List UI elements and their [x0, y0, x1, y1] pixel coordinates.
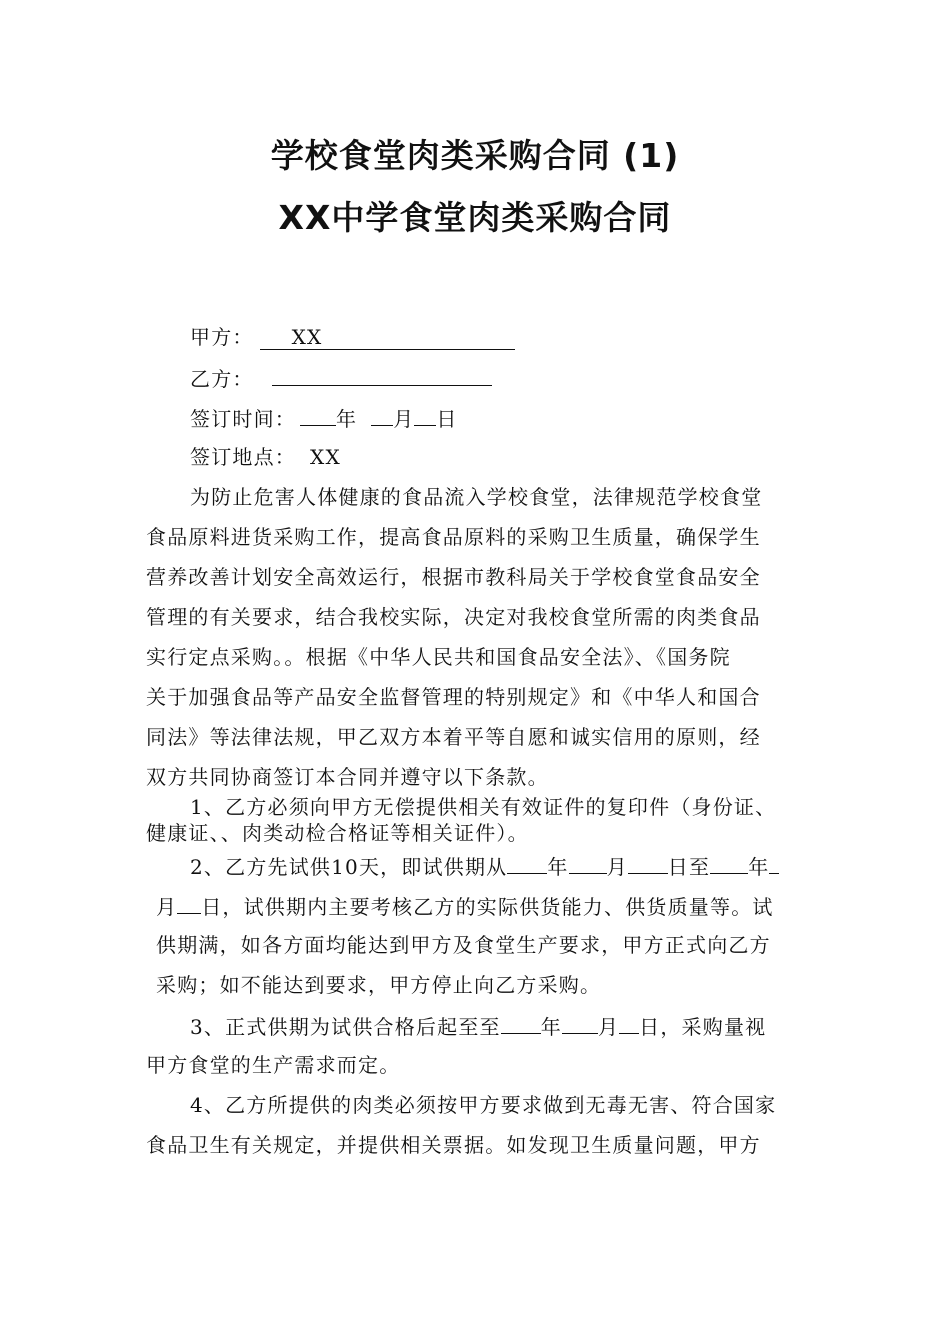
trial-start-day-blank: [628, 853, 668, 874]
intro-line: 双方共同协商签订本合同并遵守以下条款。: [146, 765, 549, 789]
clause-3-text: 3、正式供期为试供合格后起至至: [190, 1015, 501, 1039]
trial-start-month-blank: [569, 853, 607, 874]
intro-line: 实行定点采购。。根据《中华人民共和国食品安全法》、《国务院: [146, 645, 731, 669]
trial-end-year-blank: [710, 853, 748, 874]
party-a-line: [190, 325, 515, 350]
sign-place-value: XX: [310, 445, 341, 469]
month-unit: 月: [597, 1015, 620, 1039]
sign-place-line: [190, 445, 341, 469]
clause-3-line: 甲方食堂的生产需求而定。: [146, 1053, 401, 1077]
intro-line: 营养改善计划安全高效运行，根据市教科局关于学校食堂食品安全: [146, 565, 761, 589]
clause-2-text: 至: [688, 855, 711, 879]
clause-4-line: 4、乙方所提供的肉类必须按甲方要求做到无毒无害、符合国家: [190, 1093, 777, 1117]
year-unit: 年: [547, 855, 569, 879]
sign-day-unit: 日: [436, 407, 458, 431]
year-unit: 年: [540, 1015, 562, 1039]
month-unit: 月: [156, 895, 178, 919]
trial-end-day-blank: [177, 893, 201, 914]
sign-month-blank: [371, 405, 393, 426]
clause-3-text: ，采购量视: [660, 1015, 767, 1039]
clause-2-line: 采购；如不能达到要求，甲方停止向乙方采购。: [156, 973, 602, 997]
party-b-line: [190, 365, 492, 391]
intro-line: 管理的有关要求，结合我校实际，决定对我校食堂所需的肉类食品: [146, 605, 761, 629]
trial-end-blank: [769, 853, 779, 874]
trial-start-year-blank: [507, 853, 547, 874]
party-a-value: XX: [260, 325, 515, 350]
sign-time-line: [190, 405, 458, 431]
document-title: 学校食堂肉类采购合同 (1): [270, 136, 680, 175]
intro-line: 为防止危害人体健康的食品流入学校食堂，法律规范学校食堂: [190, 485, 763, 509]
clause-2-line: [156, 893, 774, 919]
intro-line: 同法》等法律法规，甲乙双方本着平等自愿和诚实信用的原则，经: [146, 725, 761, 749]
formal-end-day-blank: [619, 1013, 639, 1034]
day-unit: 日: [667, 855, 689, 879]
formal-end-year-blank: [501, 1013, 541, 1034]
clause-3-line: [190, 1013, 766, 1039]
intro-line: 关于加强食品等产品安全监督管理的特别规定》和《中华人和国合: [146, 685, 761, 709]
clause-4-line: 食品卫生有关规定，并提供相关票据。如发现卫生质量问题，甲方: [146, 1133, 761, 1157]
day-unit: 日: [639, 1015, 661, 1039]
clause-2-text: ，试供期内主要考核乙方的实际供货能力、供货质量等。试: [222, 895, 774, 919]
sign-place-label: 签订地点：: [190, 445, 296, 469]
clause-1-line: 健康证、、肉类动检合格证等相关证件）。: [146, 821, 529, 845]
year-unit: 年: [748, 855, 770, 879]
clause-1-line: 1、乙方必须向甲方无偿提供相关有效证件的复印件（身份证、: [190, 795, 777, 819]
sign-time-label: 签订时间：: [190, 407, 296, 431]
sign-year-unit: 年: [336, 407, 358, 431]
sign-day-blank: [414, 405, 436, 426]
intro-line: 食品原料进货采购工作，提高食品原料的采购卫生质量，确保学生: [146, 525, 761, 549]
month-unit: 月: [606, 855, 628, 879]
clause-2-line: [190, 853, 779, 879]
sign-month-unit: 月: [393, 407, 415, 431]
sign-year-blank: [300, 405, 336, 426]
clause-2-line: 供期满，如各方面均能达到甲方及食堂生产要求，甲方正式向乙方: [156, 933, 771, 957]
day-unit: 日: [201, 895, 223, 919]
party-b-label: 乙方：: [190, 367, 254, 391]
clause-2-text: 2、乙方先试供10天，即试供期从: [190, 855, 508, 879]
formal-end-month-blank: [562, 1013, 598, 1034]
party-b-blank: [272, 365, 492, 386]
document-subtitle: XX中学食堂肉类采购合同: [278, 198, 672, 237]
party-a-label: 甲方：: [190, 325, 254, 349]
